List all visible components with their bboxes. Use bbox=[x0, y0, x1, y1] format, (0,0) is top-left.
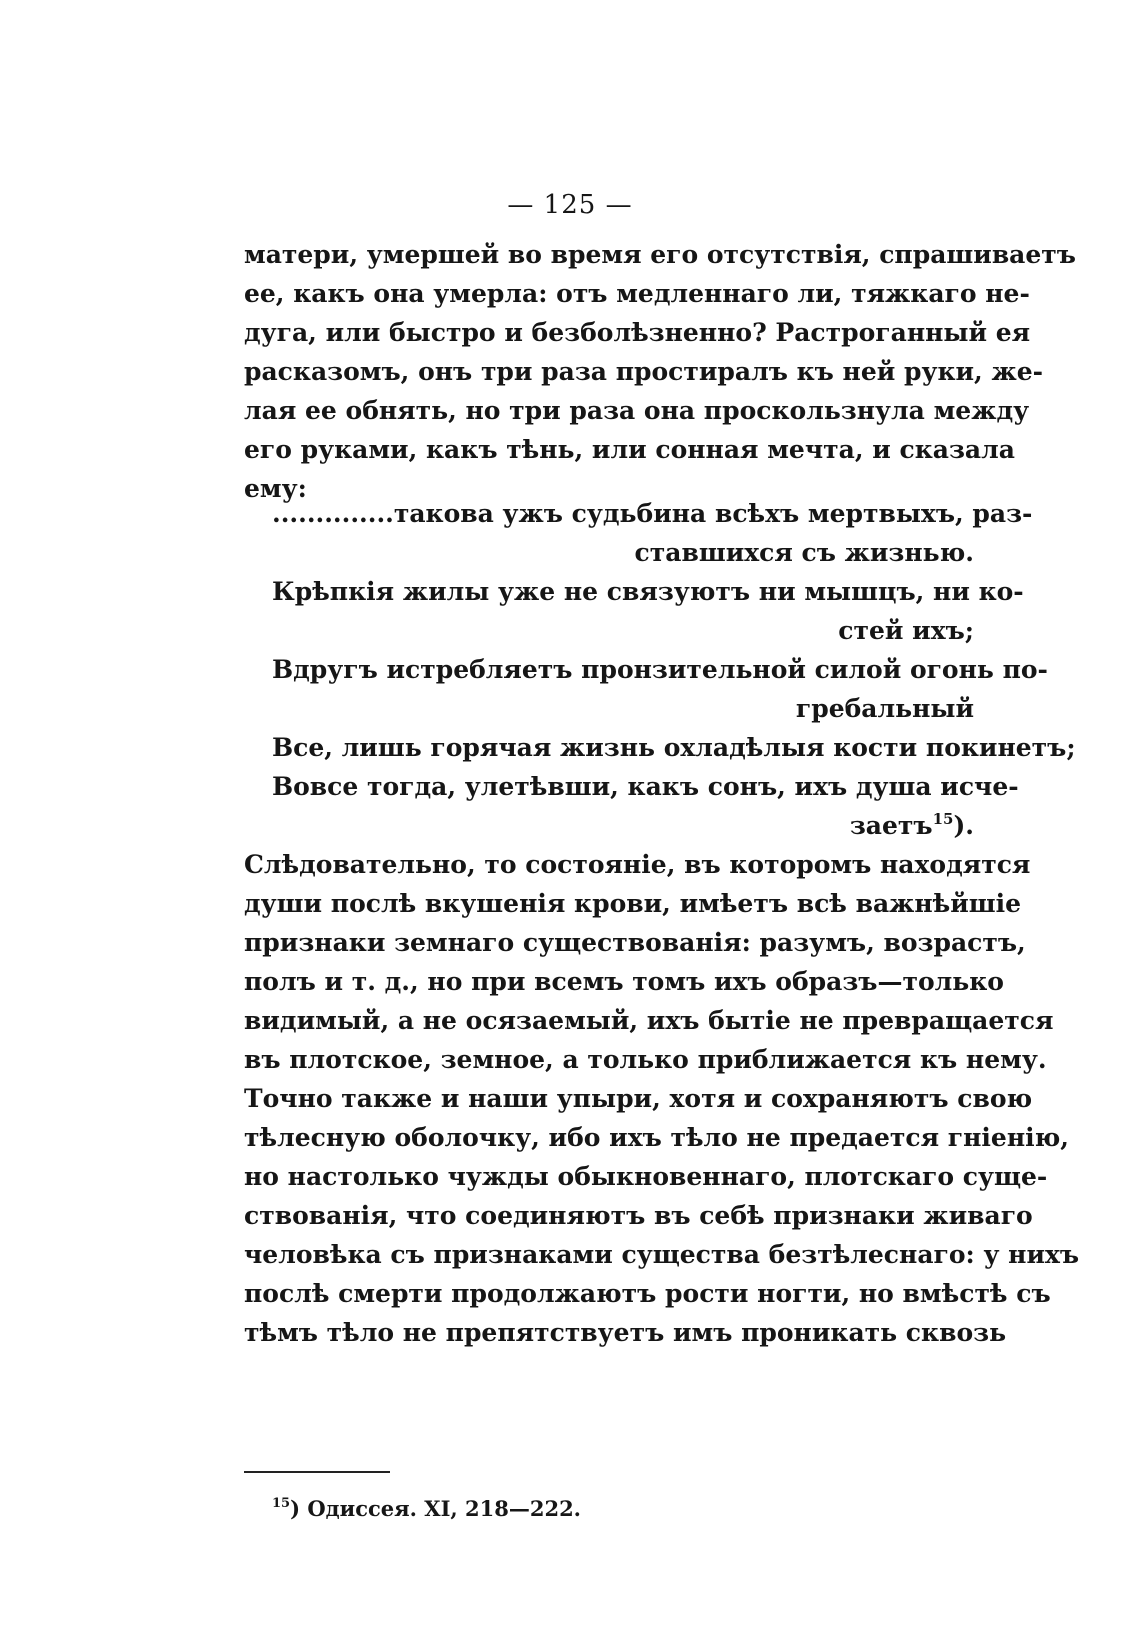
text-line: Точно также и наши упыри, хотя и сохраняютъ свою bbox=[244, 1084, 1033, 1113]
verse-quotation bbox=[272, 494, 1076, 845]
text-line: полъ и т. д., но при всемъ томъ ихъ образъ—только bbox=[244, 967, 1004, 996]
text-line: въ плотское, земное, а только приближается къ нему. bbox=[244, 1045, 1047, 1074]
verse-line: Вдругъ истребляетъ пронзительной силой огонь по- bbox=[272, 655, 1048, 684]
footnote-marker: 15 bbox=[272, 1496, 291, 1511]
page-number: — 125 — bbox=[507, 190, 633, 220]
text-line: ствованія, что соединяютъ въ себѣ признаки живаго bbox=[244, 1201, 1033, 1230]
text-line: души послѣ вкушенія крови, имѣетъ всѣ важнѣйшіе bbox=[244, 889, 1022, 918]
text-line: человѣка съ признаками существа безтѣлеснаго: у нихъ bbox=[244, 1240, 1080, 1269]
verse-line: Крѣпкія жилы уже не связуютъ ни мышцъ, ни ко- bbox=[272, 577, 1024, 606]
verse-end-punctuation: ). bbox=[953, 811, 974, 840]
verse-line-continuation: гребальный bbox=[795, 694, 974, 723]
text-line: ему: bbox=[244, 474, 307, 503]
text-line: матери, умершей во время его отсутствія, спрашиваетъ bbox=[244, 240, 1076, 269]
text-line: расказомъ, онъ три раза простиралъ къ ней руки, же- bbox=[244, 357, 1043, 386]
text-line: но настолько чужды обыкновеннаго, плотскаго суще- bbox=[244, 1162, 1048, 1191]
text-line: послѣ смерти продолжаютъ рости ногти, но вмѣстѣ съ bbox=[244, 1279, 1051, 1308]
verse-line: Все, лишь горячая жизнь охладѣлыя кости покинетъ; bbox=[272, 733, 1076, 762]
text-line: тѣмъ тѣло не препятствуетъ имъ проникать сквозь bbox=[244, 1318, 1007, 1347]
verse-last-word: заетъ bbox=[849, 811, 933, 840]
text-line: Слѣдовательно, то состояніе, въ которомъ находятся bbox=[244, 850, 1031, 879]
verse-line-continuation: стей ихъ; bbox=[838, 616, 974, 645]
text-line: лая ее обнять, но три раза она проскользнула между bbox=[244, 396, 1030, 425]
text-line: тѣлесную оболочку, ибо ихъ тѣло не предается гніенію, bbox=[244, 1123, 1069, 1152]
paragraph-1 bbox=[244, 235, 1076, 508]
text-line: признаки земнаго существованія: разумъ, возрастъ, bbox=[244, 928, 1026, 957]
text-line: дуга, или быстро и безболѣзненно? Растроганный ея bbox=[244, 318, 1031, 347]
footnote-divider bbox=[244, 1471, 390, 1473]
verse-line-continuation bbox=[272, 806, 974, 845]
verse-line-continuation: ставшихся съ жизнью. bbox=[634, 538, 974, 567]
footnote-text: ) Одиссея. XI, 218—222. bbox=[290, 1496, 581, 1521]
text-line: его руками, какъ тѣнь, или сонная мечта, и сказала bbox=[244, 435, 1015, 464]
text-line: ее, какъ она умерла: отъ медленнаго ли, тяжкаго не- bbox=[244, 279, 1030, 308]
footnote bbox=[272, 1496, 581, 1521]
verse-line: Вовсе тогда, улетѣвши, какъ сонъ, ихъ душа исче- bbox=[272, 772, 1019, 801]
verse-line: ..............такова ужъ судьбина всѣхъ мертвыхъ, раз- bbox=[272, 499, 1033, 528]
paragraph-2 bbox=[244, 845, 1080, 1352]
text-line: видимый, а не осязаемый, ихъ бытіе не превращается bbox=[244, 1006, 1054, 1035]
footnote-reference[interactable]: 15 bbox=[932, 810, 954, 828]
